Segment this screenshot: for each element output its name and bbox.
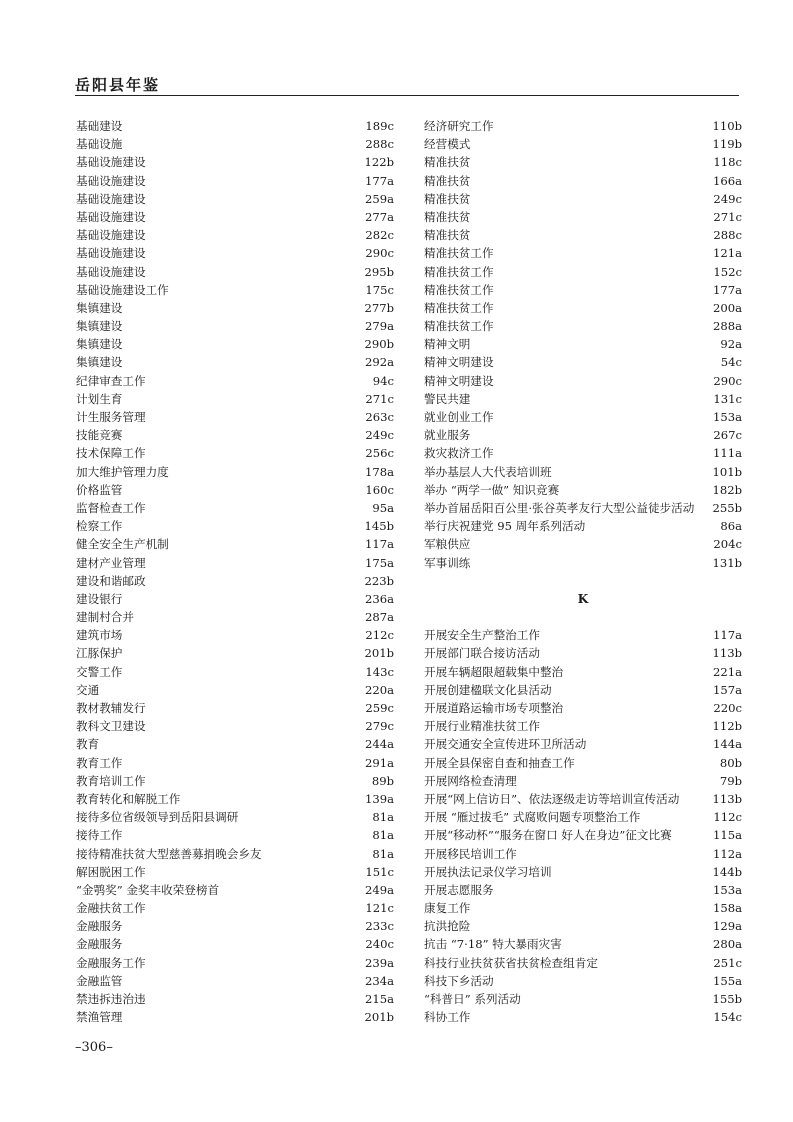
- index-entry-term: 建制村合并: [76, 610, 134, 625]
- index-entry-term: 价格监管: [76, 482, 123, 497]
- index-entry-page-ref: 256c: [365, 446, 394, 461]
- index-entry-page-ref: 80b: [719, 755, 742, 770]
- index-entry-page-ref: 255b: [712, 500, 742, 515]
- index-entry-page-ref: 175c: [365, 282, 394, 297]
- index-entry-page-ref: 263c: [365, 410, 394, 424]
- index-entry-page-ref: 117a: [364, 537, 394, 552]
- section-letter-heading: K: [577, 591, 589, 606]
- index-entry-term: 基础设施建设: [76, 191, 146, 206]
- index-entry: [424, 244, 742, 262]
- index-entry-page-ref: 287a: [364, 610, 394, 625]
- index-entry: [76, 390, 394, 408]
- index-entry-page-ref: 152c: [713, 264, 742, 279]
- index-entry: [76, 608, 394, 626]
- index-entry-term: “金鹗奖” 金奖丰收荣登榜首: [76, 882, 220, 897]
- index-entry-term: 科技行业扶贫获省扶贫检查组肯定: [424, 955, 598, 970]
- index-entry-term: 康复工作: [424, 901, 471, 916]
- index-entry: [76, 244, 394, 262]
- index-entry-page-ref: 251c: [713, 955, 742, 970]
- index-entry-term: 基础设施: [76, 137, 123, 152]
- index-entry-term: 集镇建设: [76, 300, 123, 315]
- index-entry-term: 开展“网上信访日”、依法逐级走访等培训宣传活动: [424, 791, 680, 806]
- index-entry: [424, 117, 742, 135]
- index-entry: [424, 917, 742, 935]
- index-entry-term: 开展安全生产整治工作: [424, 628, 540, 643]
- index-entry-term: 接待精准扶贫大型慈善募捐晚会乡友: [76, 846, 262, 861]
- index-entry-page-ref: 234a: [364, 973, 394, 988]
- index-entry-term: 基础设施建设: [76, 264, 146, 279]
- index-entry: [76, 226, 394, 244]
- index-entry-page-ref: 121c: [365, 901, 394, 916]
- index-entry-term: 教育: [76, 737, 100, 752]
- index-entry: [76, 954, 394, 972]
- index-entry-page-ref: 271c: [713, 209, 742, 224]
- index-entry-term: 科技下乡活动: [424, 973, 494, 988]
- index-entry-page-ref: 112a: [712, 846, 742, 861]
- index-entry: [76, 481, 394, 499]
- index-entry-page-ref: 154c: [713, 1010, 742, 1025]
- index-entry-term: 健全安全生产机制: [76, 537, 169, 552]
- index-entry-page-ref: 236a: [364, 591, 394, 606]
- index-entry-term: 军事训练: [424, 555, 471, 570]
- index-entry-term: 集镇建设: [76, 355, 123, 370]
- index-entry-term: 金融服务: [76, 937, 123, 952]
- index-entry: [76, 626, 394, 644]
- index-entry: [424, 444, 742, 462]
- index-entry-page-ref: 79b: [719, 773, 742, 788]
- index-entry-page-ref: 155b: [712, 992, 742, 1007]
- index-entry-page-ref: 292a: [364, 355, 394, 370]
- index-entry-page-ref: 95a: [372, 500, 394, 515]
- index-entry-term: 基础建设: [76, 119, 123, 133]
- index-entry-term: 计生服务管理: [76, 410, 146, 424]
- index-entry-term: 教育培训工作: [76, 773, 146, 788]
- index-entry: [424, 954, 742, 972]
- index-entry-page-ref: 220a: [364, 682, 394, 697]
- index-entry-term: 精准扶贫工作: [424, 319, 494, 334]
- index-entry-term: 禁违拆违治违: [76, 992, 146, 1006]
- index-entry: [424, 408, 742, 426]
- index-entry: [424, 663, 742, 681]
- index-entry: [424, 808, 742, 826]
- index-entry-page-ref: 131c: [713, 391, 742, 406]
- index-entry: [76, 663, 394, 681]
- index-entry-term: 加大维护管理力度: [76, 464, 169, 479]
- index-entry: [76, 499, 394, 517]
- index-entry: [76, 426, 394, 444]
- index-entry-page-ref: 201b: [364, 1010, 394, 1025]
- index-entry-term: 江豚保护: [76, 646, 123, 661]
- index-entry: [424, 153, 742, 171]
- index-entry-term: 技能竞赛: [76, 428, 123, 443]
- index-entry-page-ref: 233c: [365, 919, 394, 934]
- index-entry-term: 基础设施建设: [76, 173, 146, 188]
- index-entry-term: 金融服务: [76, 919, 123, 934]
- index-entry-term: 集镇建设: [76, 337, 123, 352]
- index-entry-term: 举办首届岳阳百公里·张谷英孝友行大型公益徒步活动: [424, 500, 695, 515]
- index-entry: [424, 208, 742, 226]
- index-entry-term: 开展创建楹联文化县活动: [424, 682, 552, 697]
- index-entry: [424, 299, 742, 317]
- index-entry: [76, 517, 394, 535]
- index-entry-page-ref: 86a: [720, 519, 742, 534]
- index-entry: [424, 172, 742, 190]
- index-entry-page-ref: 290c: [713, 373, 742, 388]
- index-entry: [76, 353, 394, 371]
- index-entry-page-ref: 259c: [365, 701, 394, 715]
- index-entry-page-ref: 160c: [365, 482, 394, 497]
- index-entry-page-ref: 92a: [720, 337, 742, 352]
- index-entry-term: 建筑市场: [76, 628, 123, 643]
- index-entry-term: 举办基层人大代表培训班: [424, 464, 552, 479]
- index-entry: [424, 717, 742, 735]
- index-entry: [76, 444, 394, 462]
- index-entry-page-ref: 151c: [365, 864, 394, 879]
- index-entry-page-ref: 54c: [720, 355, 742, 370]
- index-entry-term: 交通: [76, 682, 100, 697]
- index-entry-term: 接待工作: [76, 828, 123, 843]
- index-entry-page-ref: 139a: [364, 791, 394, 806]
- index-entry-page-ref: 153a: [712, 882, 742, 897]
- index-entry-term: 科协工作: [424, 1010, 471, 1025]
- index-entry: [76, 535, 394, 553]
- index-entry: [424, 481, 742, 499]
- index-entry-page-ref: 177a: [364, 173, 394, 188]
- index-entry-term: 经营模式: [424, 137, 471, 152]
- index-entry: [76, 935, 394, 953]
- index-entry-page-ref: 129a: [712, 919, 742, 934]
- index-entry: [424, 263, 742, 281]
- index-entry: [424, 226, 742, 244]
- yearbook-header-title: 岳阳县年鉴: [75, 76, 161, 94]
- index-entry-page-ref: 215a: [364, 992, 394, 1006]
- index-entry: [424, 190, 742, 208]
- index-entry: [76, 299, 394, 317]
- index-entry-page-ref: 200a: [712, 300, 742, 315]
- index-entry-page-ref: 290b: [364, 337, 394, 352]
- index-entry-page-ref: 94c: [372, 373, 394, 388]
- index-entry-term: 基础设施建设: [76, 209, 146, 224]
- index-entry-page-ref: 112b: [712, 719, 742, 734]
- index-entry-page-ref: 201b: [364, 646, 394, 661]
- index-entry-page-ref: 153a: [712, 410, 742, 424]
- index-entry-page-ref: 175a: [364, 555, 394, 570]
- index-entry-term: 教科文卫建设: [76, 719, 146, 734]
- index-entry-page-ref: 288c: [713, 228, 742, 243]
- index-entry-page-ref: 113b: [712, 646, 742, 661]
- index-entry-page-ref: 81a: [372, 846, 394, 861]
- index-entry-page-ref: 145b: [364, 519, 394, 534]
- index-entry-term: 监督检查工作: [76, 500, 146, 515]
- index-entry: [76, 190, 394, 208]
- index-entry-term: 开展“移动杯”“服务在窗口 好人在身边”征文比赛: [424, 828, 672, 843]
- index-entry: [424, 390, 742, 408]
- index-entry: [424, 935, 742, 953]
- index-entry: [76, 990, 394, 1008]
- index-entry: [76, 135, 394, 153]
- index-entry-term: 开展志愿服务: [424, 882, 494, 897]
- index-entry-term: 基础设施建设: [76, 155, 146, 170]
- index-entry: [424, 899, 742, 917]
- index-entry-page-ref: 271c: [365, 391, 394, 406]
- index-entry-term: 金融扶贫工作: [76, 901, 146, 916]
- index-entry-term: 基础设施建设: [76, 246, 146, 261]
- index-entry: [424, 335, 742, 353]
- index-entry: [76, 845, 394, 863]
- index-entry-page-ref: 157a: [712, 682, 742, 697]
- index-entry-page-ref: 282c: [365, 228, 394, 243]
- index-entry-page-ref: 115a: [712, 828, 742, 843]
- index-entry: [424, 990, 742, 1008]
- index-entry-page-ref: 244a: [364, 737, 394, 752]
- index-entry-term: 精准扶贫工作: [424, 282, 494, 297]
- index-entry: [424, 554, 742, 572]
- index-entry-page-ref: 288c: [365, 137, 394, 152]
- index-entry-page-ref: 155a: [712, 973, 742, 988]
- index-entry-term: 建设银行: [76, 591, 123, 606]
- index-entry-page-ref: 223b: [364, 573, 394, 588]
- index-entry-page-ref: 144a: [712, 737, 742, 752]
- header-divider: [75, 95, 739, 96]
- index-entry-term: 警民共建: [424, 391, 471, 406]
- index-entry-page-ref: 119b: [712, 137, 742, 152]
- index-entry: [424, 353, 742, 371]
- index-entry: [76, 772, 394, 790]
- index-entry: [76, 972, 394, 990]
- index-entry: [76, 572, 394, 590]
- index-entry: [76, 754, 394, 772]
- index-entry: [76, 863, 394, 881]
- index-entry-page-ref: 212c: [365, 628, 394, 643]
- index-entry: [424, 881, 742, 899]
- index-entry: [76, 899, 394, 917]
- index-entry: [424, 499, 742, 517]
- index-entry-page-ref: 259a: [364, 191, 394, 206]
- index-entry-term: 军粮供应: [424, 537, 471, 552]
- index-entry-page-ref: 111a: [712, 446, 742, 461]
- index-entry-term: 精神文明: [424, 337, 471, 352]
- index-entry-page-ref: 110b: [712, 119, 742, 133]
- index-entry-term: 举办 “两学一做” 知识竞赛: [424, 482, 560, 497]
- index-entry: [424, 535, 742, 553]
- index-entry-page-ref: 177a: [712, 282, 742, 297]
- index-entry: [424, 972, 742, 990]
- index-entry-term: 开展行业精准扶贫工作: [424, 719, 540, 734]
- index-entry-page-ref: 81a: [372, 810, 394, 825]
- index-entry-term: 抗洪抢险: [424, 919, 471, 934]
- index-entry-page-ref: 158a: [712, 901, 742, 916]
- index-entry: [76, 717, 394, 735]
- index-entry: [76, 808, 394, 826]
- index-entry-page-ref: 178a: [364, 464, 394, 479]
- index-entry-page-ref: 221a: [712, 664, 742, 679]
- index-entry-term: 禁渔管理: [76, 1010, 123, 1025]
- index-entry: [76, 554, 394, 572]
- index-entry-page-ref: 220c: [713, 701, 742, 716]
- index-entry: [76, 117, 394, 135]
- index-entry-term: 建材产业管理: [76, 555, 146, 570]
- index-entry-term: 开展移民培训工作: [424, 846, 517, 861]
- index-entry: [76, 172, 394, 190]
- index-entry-term: 经济研究工作: [424, 119, 494, 133]
- index-entry-page-ref: 113b: [712, 791, 742, 806]
- index-entry-term: 金融监管: [76, 973, 123, 988]
- index-entry-term: “科普日” 系列活动: [424, 992, 521, 1007]
- index-entry-page-ref: 277a: [364, 209, 394, 224]
- index-entry-page-ref: 290c: [365, 246, 394, 261]
- index-entry-term: 交警工作: [76, 664, 123, 679]
- index-entry: [424, 754, 742, 772]
- index-entry: [424, 517, 742, 535]
- index-entry-term: 开展网络检查清理: [424, 773, 517, 788]
- index-entry-term: 抗击 “7·18” 特大暴雨灾害: [424, 937, 562, 952]
- index-entry-term: 精准扶贫: [424, 191, 471, 206]
- index-entry: [76, 281, 394, 299]
- index-entry-page-ref: 249c: [365, 428, 394, 443]
- index-entry-page-ref: 182b: [712, 482, 742, 497]
- index-entry-term: 金融服务工作: [76, 955, 146, 970]
- index-entry: [76, 463, 394, 481]
- index-entry-page-ref: 267c: [713, 428, 742, 443]
- index-entry: [424, 644, 742, 662]
- index-column-right: [424, 117, 742, 1026]
- index-entry-term: 基础设施建设: [76, 228, 146, 243]
- index-entry-term: 开展 “雁过拔毛” 式腐败问题专项整治工作: [424, 810, 641, 825]
- index-entry: [424, 135, 742, 153]
- index-entry-term: 基础设施建设工作: [76, 282, 169, 297]
- index-entry: [76, 735, 394, 753]
- index-entry-page-ref: 101b: [712, 464, 742, 479]
- index-entry: [424, 681, 742, 699]
- index-entry-page-ref: 144b: [712, 864, 742, 879]
- index-entry: [424, 845, 742, 863]
- index-entry-page-ref: 112c: [713, 810, 742, 825]
- index-entry-page-ref: 81a: [372, 828, 394, 843]
- index-entry-term: 精准扶贫工作: [424, 300, 494, 315]
- index-entry-term: 开展车辆超限超载集中整治: [424, 664, 564, 679]
- index-entry-page-ref: 249c: [713, 191, 742, 206]
- index-entry-page-ref: 89b: [371, 773, 394, 788]
- index-entry: [424, 790, 742, 808]
- index-entry-term: 精准扶贫: [424, 228, 471, 243]
- index-entry-term: 就业创业工作: [424, 410, 494, 424]
- page-number: –306–: [75, 1040, 113, 1055]
- index-entry-term: 精神文明建设: [424, 373, 494, 388]
- index-entry-page-ref: 291a: [364, 755, 394, 770]
- index-entry-term: 精准扶贫: [424, 209, 471, 224]
- index-entry-term: 技术保障工作: [76, 446, 146, 461]
- index-entry-term: 计划生育: [76, 391, 123, 406]
- index-entry: [424, 826, 742, 844]
- index-entry-page-ref: 295b: [364, 264, 394, 279]
- index-entry: [424, 463, 742, 481]
- index-entry-term: 集镇建设: [76, 319, 123, 334]
- index-entry-page-ref: 277b: [364, 300, 394, 315]
- index-entry-term: 精准扶贫: [424, 155, 471, 170]
- index-entry-page-ref: 249a: [364, 882, 394, 897]
- index-entry-page-ref: 118c: [713, 155, 742, 170]
- index-entry: [424, 626, 742, 644]
- index-entry: [76, 881, 394, 899]
- index-entry-term: 精准扶贫工作: [424, 246, 494, 261]
- index-entry-term: 开展全县保密自查和抽查工作: [424, 755, 575, 770]
- index-entry-page-ref: 240c: [365, 937, 394, 952]
- index-entry-term: 教育转化和解脱工作: [76, 791, 181, 806]
- index-entry: [424, 1008, 742, 1026]
- index-entry: [424, 699, 742, 717]
- index-entry: [424, 735, 742, 753]
- index-entry: [76, 372, 394, 390]
- index-entry: [424, 863, 742, 881]
- index-entry: [424, 426, 742, 444]
- index-entry: [424, 317, 742, 335]
- index-entry-term: 纪律审查工作: [76, 373, 146, 388]
- index-entry: [76, 590, 394, 608]
- index-entry: [76, 917, 394, 935]
- index-entry-term: 精准扶贫工作: [424, 264, 494, 279]
- index-entry-page-ref: 239a: [364, 955, 394, 970]
- index-entry-term: 教材教辅发行: [76, 701, 146, 715]
- index-entry-page-ref: 117a: [712, 628, 742, 643]
- index-entry-page-ref: 288a: [712, 319, 742, 334]
- index-entry: [76, 644, 394, 662]
- index-entry-term: 开展部门联合接访活动: [424, 646, 540, 661]
- index-column-left: [76, 117, 394, 1026]
- index-entry-page-ref: 122b: [364, 155, 394, 170]
- index-entry-term: 精准扶贫: [424, 173, 471, 188]
- index-entry-term: 精神文明建设: [424, 355, 494, 370]
- index-entry-term: 开展执法记录仪学习培训: [424, 864, 552, 879]
- index-entry-page-ref: 280a: [712, 937, 742, 952]
- index-entry: [76, 208, 394, 226]
- index-entry-term: 解困脱困工作: [76, 864, 146, 879]
- index-entry: [76, 263, 394, 281]
- index-entry: [424, 372, 742, 390]
- index-entry-page-ref: 131b: [712, 555, 742, 570]
- index-entry-term: 建设和谐邮政: [76, 573, 146, 588]
- index-entry-term: 救灾救济工作: [424, 446, 494, 461]
- index-entry-term: 就业服务: [424, 428, 471, 443]
- index-entry-term: 接待多位省级领导到岳阳县调研: [76, 810, 239, 825]
- index-entry: [76, 408, 394, 426]
- index-entry-page-ref: 121a: [712, 246, 742, 261]
- index-entry-term: 开展道路运输市场专项整治: [424, 701, 564, 716]
- index-entry: [424, 772, 742, 790]
- index-entry-page-ref: 279a: [364, 319, 394, 334]
- index-entry: [76, 681, 394, 699]
- index-entry-term: 教育工作: [76, 755, 123, 770]
- index-entry: [76, 790, 394, 808]
- index-entry: [424, 281, 742, 299]
- index-entry: [76, 826, 394, 844]
- index-entry: [76, 317, 394, 335]
- index-entry-term: 举行庆祝建党 95 周年系列活动: [424, 519, 586, 534]
- index-entry-page-ref: 204c: [713, 537, 742, 552]
- index-entry-page-ref: 189c: [365, 119, 394, 133]
- index-entry: [76, 1008, 394, 1026]
- index-entry-page-ref: 166a: [712, 173, 742, 188]
- index-entry: [76, 699, 394, 717]
- index-entry-term: 开展交通安全宣传进环卫所活动: [424, 737, 587, 752]
- index-entry: [76, 153, 394, 171]
- index-entry: [76, 335, 394, 353]
- index-entry-page-ref: 279c: [365, 719, 394, 734]
- index-entry-page-ref: 143c: [365, 664, 394, 679]
- index-entry-term: 检察工作: [76, 519, 123, 534]
